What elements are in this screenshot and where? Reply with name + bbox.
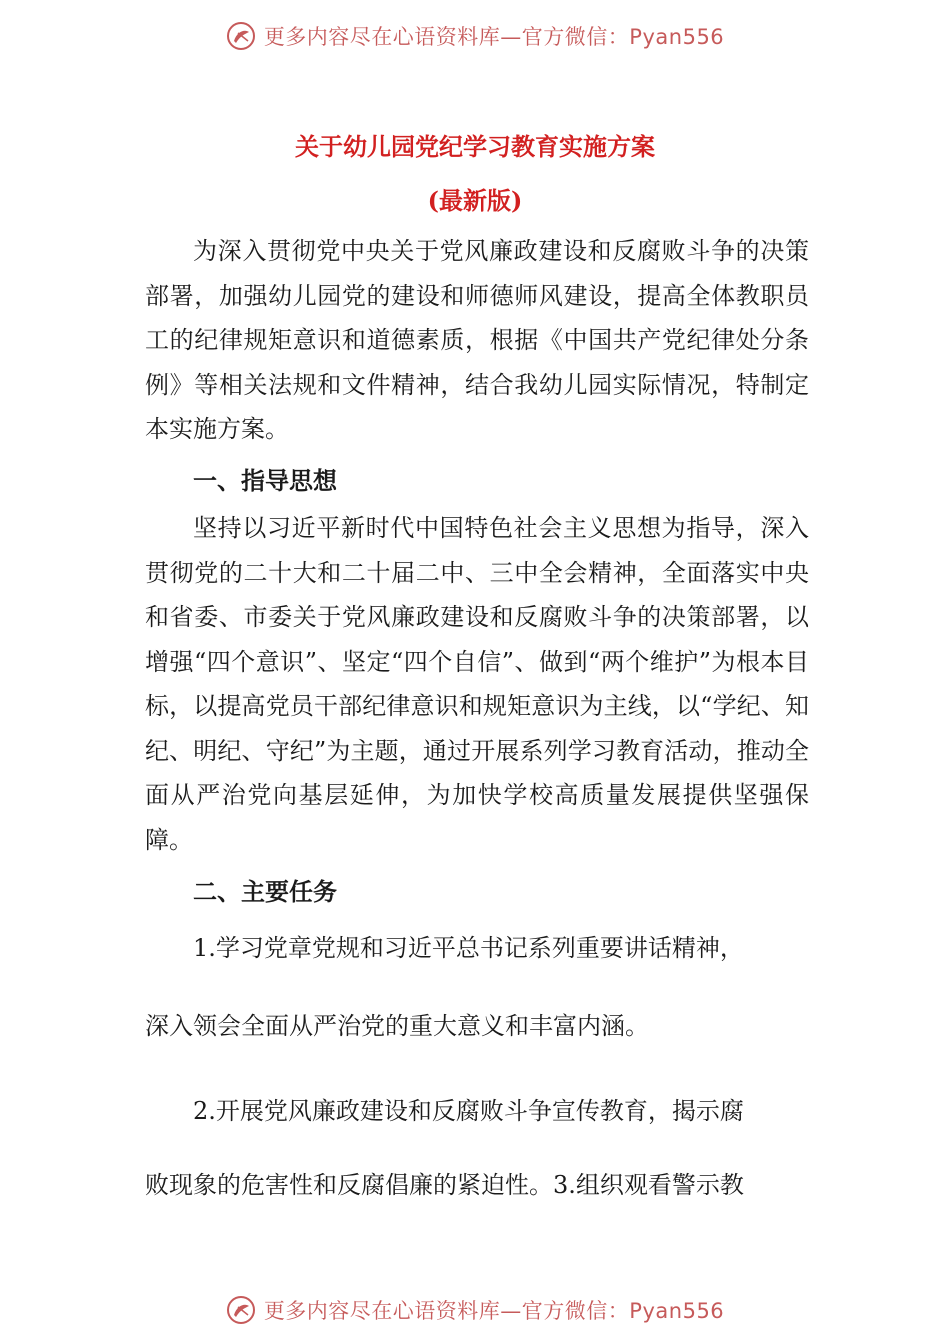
header-banner [0,16,950,56]
document-title: 关于幼儿园党纪学习教育实施方案 [295,132,655,161]
section-heading-main-tasks: 二、主要任务 [193,878,337,906]
footer-banner [0,1290,950,1330]
task-1-line-1: 1.学习党章党规和习近平总书记系列重要讲话精神， [193,934,744,962]
task-2-line-2: 败现象的危害性和反腐倡廉的紧迫性。3.组织观看警示教 [145,1171,744,1199]
task-2-line-1: 2.开展党风廉政建设和反腐败斗争宣传教育，揭示腐 [193,1097,744,1125]
document-subtitle: (最新版) [427,186,523,215]
task-1-line-2: 深入领会全面从严治党的重大意义和丰富内涵。 [145,1012,649,1040]
guiding-thought-paragraph: 坚持以习近平新时代中国特色社会主义思想为指导，深入贯彻党的二十大和二十届二中、三中全会精神，全面落实中央和省委、市委关于党风廉政建设和反腐败斗争的决策部署，以增强“四个意识”、坚定“四个自信”、做到“两个维护”为根本目标，以提高党员干部纪律意识和规矩意识为主线，以“学纪、知纪、明纪、守纪”为主题，通过开展系列学习教育活动，推动全面从严治党向基层延伸，为加快学校高质量发展提供坚强保障。 [145,514,809,854]
brand-logo-icon [226,21,256,51]
intro-paragraph: 为深入贯彻党中央关于党风廉政建设和反腐败斗争的决策部署，加强幼儿园党的建设和师德师风建设，提高全体教职员工的纪律规矩意识和道德素质，根据《中国共产党纪律处分条例》等相关法规和文件精神，结合我幼儿园实际情况，特制定本实施方案。 [145,237,809,443]
brand-logo-icon [226,1295,256,1325]
banner-text: 更多内容尽在心语资料库—官方微信：Pyan556 [263,1299,725,1323]
section-heading-guiding-thought: 一、指导思想 [193,467,337,495]
banner-text: 更多内容尽在心语资料库—官方微信：Pyan556 [263,25,725,49]
